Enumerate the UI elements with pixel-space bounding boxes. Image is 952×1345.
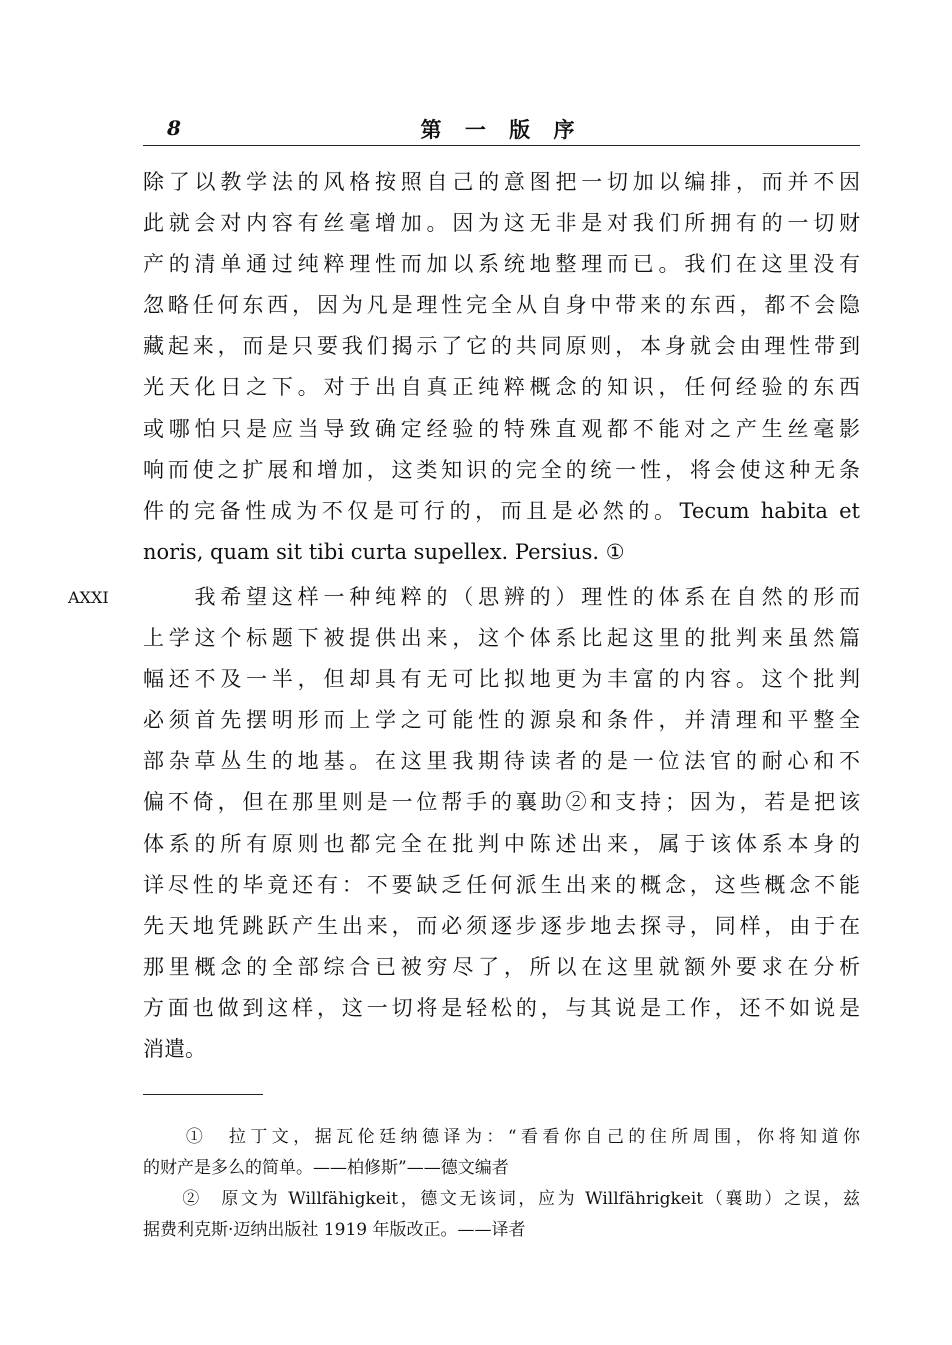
text-line: 偏不倚，但在那里则是一位帮手的襄助②和支持；因为，若是把该 bbox=[143, 790, 860, 815]
text-line: 那里概念的全部综合已被穷尽了，所以在这里就额外要求在分析 bbox=[143, 954, 860, 979]
text-line: 忽略任何东西，因为凡是理性完全从自身中带来的东西，都不会隐 bbox=[143, 293, 860, 318]
text-line: 件的完备性成为不仅是可行的，而且是必然的。Tecum habita et bbox=[143, 498, 860, 523]
text-line: 响而使之扩展和增加，这类知识的完全的统一性，将会使这种无条 bbox=[143, 457, 860, 482]
text-line: 或哪怕只是应当导致确定经验的特殊直观都不能对之产生丝毫影 bbox=[143, 416, 860, 441]
footnote-2-line: 据费利克斯·迈纳出版社 1919 年版改正。——译者 bbox=[143, 1220, 526, 1240]
text-line: 体系的所有原则也都完全在批判中陈述出来，属于该体系本身的 bbox=[143, 831, 860, 856]
footnote-separator bbox=[143, 1094, 263, 1095]
text-line: 方面也做到这样，这一切将是轻松的，与其说是工作，还不如说是 bbox=[143, 995, 860, 1020]
footnote-1-line: 的财产是多么的简单。——柏修斯”——德文编者 bbox=[143, 1158, 509, 1178]
text-line: 除了以教学法的风格按照自己的意图把一切加以编排，而并不因 bbox=[143, 170, 860, 194]
text-line: 上学这个标题下被提供出来，这个体系比起这里的批判来虽然篇 bbox=[143, 626, 860, 651]
footnotes bbox=[143, 1122, 860, 1246]
text-line: 先天地凭跳跃产生出来，而必须逐步逐步地去探寻，同样，由于在 bbox=[143, 913, 860, 938]
footnote-2-line: ② 原文为 Willfähigkeit，德文无该词，应为 Willfährigkeit（襄助）之误，兹 bbox=[143, 1189, 860, 1209]
text-line: noris, quam sit tibi curta supellex. Persius. ① bbox=[143, 539, 625, 564]
margin-page-reference: AXXI bbox=[68, 588, 109, 607]
text-line: 消遣。 bbox=[143, 1037, 206, 1062]
text-line: 藏起来，而是只要我们揭示了它的共同原则，本身就会由理性带到 bbox=[143, 334, 860, 359]
header-rule bbox=[143, 145, 860, 146]
running-header bbox=[143, 108, 860, 146]
text-line: 部杂草丛生的地基。在这里我期待读者的是一位法官的耐心和不 bbox=[143, 749, 860, 774]
text-line: 幅还不及一半，但却具有无可比拟地更为丰富的内容。这个批判 bbox=[143, 667, 860, 692]
text-line: 详尽性的毕竟还有：不要缺乏任何派生出来的概念，这些概念不能 bbox=[143, 872, 860, 897]
text-line: 光天化日之下。对于出自真正纯粹概念的知识，任何经验的东西 bbox=[143, 375, 860, 400]
running-title: 第 一 版 序 bbox=[420, 117, 583, 142]
page-number: 8 bbox=[167, 116, 181, 140]
text-line: 我希望这样一种纯粹的（思辨的）理性的体系在自然的形而 bbox=[143, 585, 860, 609]
text-line: 必须首先摆明形而上学之可能性的源泉和条件，并清理和平整全 bbox=[143, 708, 860, 733]
footnote-1-line: ① 拉丁文，据瓦伦廷纳德译为：“看看你自己的住所周围，你将知道你 bbox=[143, 1127, 860, 1147]
paragraph-1 bbox=[143, 162, 860, 573]
paragraph-2 bbox=[143, 577, 860, 1070]
text-line: 产的清单通过纯粹理性而加以系统地整理而已。我们在这里没有 bbox=[143, 252, 860, 277]
text-line: 此就会对内容有丝毫增加。因为这无非是对我们所拥有的一切财 bbox=[143, 211, 860, 236]
